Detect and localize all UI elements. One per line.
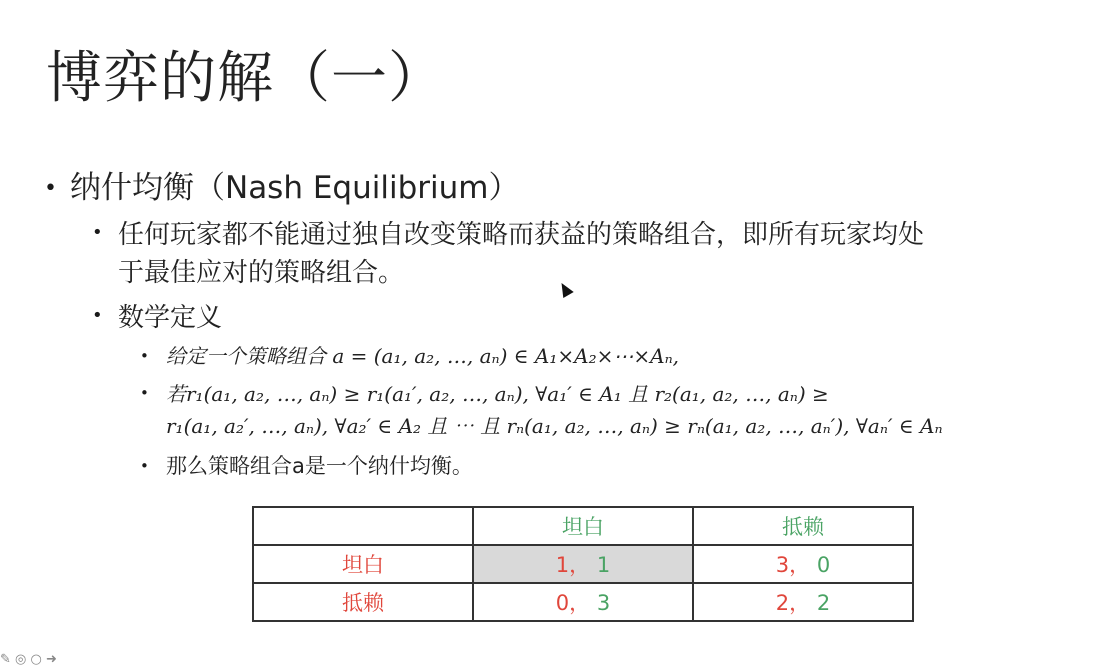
- math-given-profile: [166, 340, 679, 369]
- payoff-cell: [473, 583, 693, 621]
- math-text: 给定一个策略组合 a = (a₁, a₂, …, aₙ) ∈ A₁×A₂×⋯×Aₙ,: [166, 344, 680, 368]
- math-condition-line1: [166, 378, 829, 407]
- payoff-separator: ，: [569, 553, 591, 577]
- bullet-dot: •: [92, 305, 103, 326]
- pen-icon[interactable]: ✎: [0, 652, 11, 667]
- col-payoff: 3: [596, 591, 611, 615]
- row-header: 抵赖: [253, 583, 473, 621]
- bullet-definition-line1: 任何玩家都不能通过独自改变策略而获益的策略组合，即所有玩家均处: [118, 220, 925, 250]
- slide-title: 博弈的解（一）: [46, 46, 445, 111]
- table-header-row: [253, 507, 913, 545]
- col-header: 抵赖: [693, 507, 913, 545]
- col-payoff: 1: [596, 553, 611, 577]
- pointer-cursor-icon: [556, 280, 573, 298]
- row-payoff: 0: [555, 591, 570, 615]
- bullet-conclusion: 那么策略组合a是一个纳什均衡。: [166, 454, 473, 478]
- circle-icon[interactable]: ○: [30, 652, 42, 667]
- zoom-icon[interactable]: ◎: [15, 652, 27, 667]
- table-row: [253, 545, 913, 583]
- bullet-definition-line2: 于最佳应对的策略组合。: [118, 258, 405, 288]
- bullet-dot: •: [140, 347, 149, 365]
- row-payoff: 1: [555, 553, 570, 577]
- math-text: 若r₁(a₁, a₂, …, aₙ) ≥ r₁(a₁′, a₂, …, aₙ), ∀a₁′ ∈ A₁ 且 r₂(a₁, a₂, …, aₙ) ≥: [166, 382, 829, 406]
- row-payoff: 2: [775, 591, 790, 615]
- col-header: 坦白: [473, 507, 693, 545]
- payoff-separator: ，: [569, 591, 591, 615]
- row-header: 坦白: [253, 545, 473, 583]
- bullet-math-definition: 数学定义: [118, 303, 223, 333]
- arrow-right-icon[interactable]: ➜: [46, 652, 57, 667]
- payoff-separator: ，: [789, 591, 811, 615]
- payoff-cell: [473, 545, 693, 583]
- row-payoff: 3: [775, 553, 790, 577]
- math-text: r₁(a₁, a₂′, …, aₙ), ∀a₂′ ∈ A₂ 且 ⋯ 且 rₙ(a₁, a₂, …, aₙ) ≥ rₙ(a₁, a₂, …, aₙ′), ∀aₙ′ ∈ Aₙ: [166, 414, 943, 438]
- payoff-cell: [693, 545, 913, 583]
- table-row: [253, 583, 913, 621]
- payoff-matrix: [252, 506, 914, 622]
- table-corner-cell: [253, 507, 473, 545]
- bullet-nash-equilibrium: 纳什均衡（Nash Equilibrium）: [70, 170, 520, 206]
- bullet-dot: •: [140, 457, 149, 475]
- bullet-dot: •: [92, 222, 103, 243]
- col-payoff: 2: [816, 591, 831, 615]
- col-payoff: 0: [816, 553, 831, 577]
- bullet-dot: •: [140, 384, 149, 402]
- bullet-dot: •: [44, 176, 57, 201]
- payoff-cell: [693, 583, 913, 621]
- math-condition-line2: [166, 410, 943, 439]
- payoff-separator: ，: [789, 553, 811, 577]
